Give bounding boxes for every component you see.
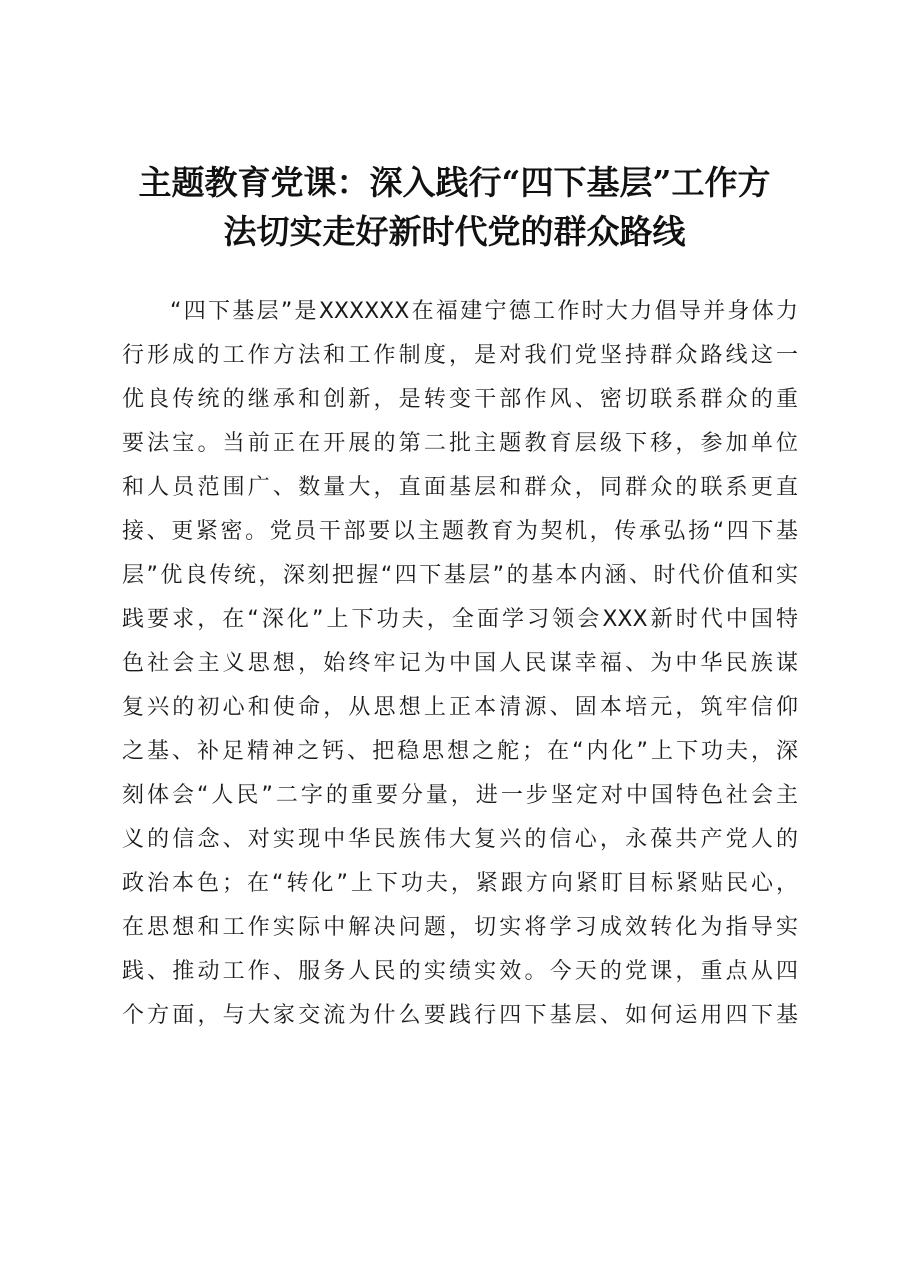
paragraph-line: 要法宝。当前正在开展的第二批主题教育层级下移，参加单位 — [122, 431, 798, 456]
paragraph-line: 在思想和工作实际中解决问题，切实将学习成效转化为指导实 — [122, 915, 798, 940]
paragraph-line: 刻体会“人民”二字的重要分量，进一步坚定对中国特色社会主 — [122, 783, 799, 808]
paragraph-line: 接、更紧密。党员干部要以主题教育为契机，传承弘扬“四下基 — [122, 519, 798, 544]
paragraph-line: 色社会主义思想，始终牢记为中国人民谋幸福、为中华民族谋 — [122, 651, 798, 676]
title-line-1: 主题教育党课：深入践行“四下基层”工作方 — [138, 163, 771, 202]
paragraph-line: 复兴的初心和使命，从思想上正本清源、固本培元，筑牢信仰 — [122, 695, 798, 720]
paragraph-line: 践要求，在“深化”上下功夫，全面学习领会XXX新时代中国特 — [122, 607, 798, 632]
paragraph-line: 政治本色；在“转化”上下功夫，紧跟方向紧盯目标紧贴民心， — [122, 871, 798, 896]
paragraph-line: 层”优良传统，深刻把握“四下基层”的基本内涵、时代价值和实 — [122, 563, 798, 588]
paragraph-line: 个方面，与大家交流为什么要践行四下基层、如何运用四下基 — [122, 1003, 798, 1028]
document-title — [110, 158, 799, 256]
title-line-2: 法切实走好新时代党的群众路线 — [223, 212, 686, 251]
paragraph-line: 义的信念、对实现中华民族伟大复兴的信心，永葆共产党人的 — [122, 827, 798, 852]
paragraph-line: 践、推动工作、服务人民的实绩实效。今天的党课，重点从四 — [122, 959, 798, 984]
paragraph-line: “四下基层”是XXXXXX在福建宁德工作时大力倡导并身体力 — [170, 299, 798, 324]
paragraph-line: 优良传统的继承和创新，是转变干部作风、密切联系群众的重 — [122, 387, 798, 412]
paragraph-line: 之基、补足精神之钙、把稳思想之舵；在“内化”上下功夫，深 — [122, 739, 798, 764]
paragraph-line: 和人员范围广、数量大，直面基层和群众，同群众的联系更直 — [122, 475, 798, 500]
paragraph-line: 行形成的工作方法和工作制度，是对我们党坚持群众路线这一 — [122, 343, 798, 368]
body-paragraph — [122, 290, 798, 1038]
